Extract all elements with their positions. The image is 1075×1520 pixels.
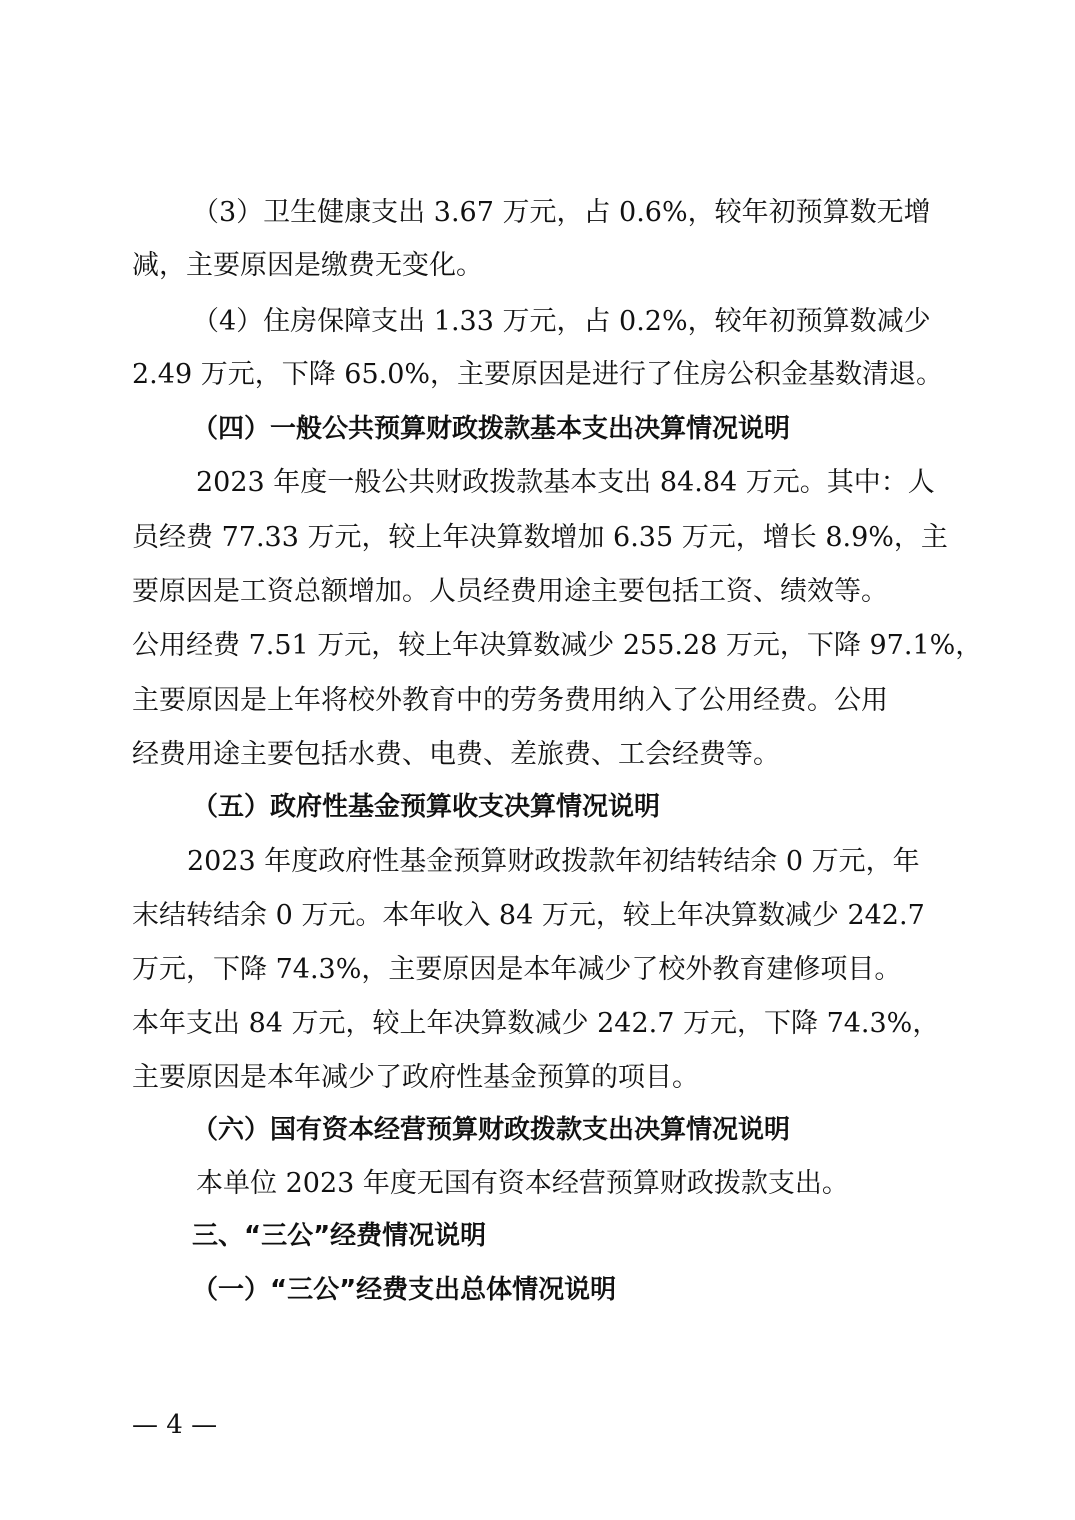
paragraph-government-fund-line-4: 本年支出 84 万元，较上年决算数减少 242.7 万元，下降 74.3%， — [132, 1008, 940, 1039]
paragraph-basic-expenditure-line-1: 2023 年度一般公共财政拨款基本支出 84.84 万元。其中：人 — [196, 467, 935, 498]
paragraph-housing-spending-line-1: （4）住房保障支出 1.33 万元，占 0.2%，较年初预算数减少 — [192, 306, 931, 337]
paragraph-government-fund-line-5: 主要原因是本年减少了政府性基金预算的项目。 — [132, 1062, 699, 1093]
paragraph-health-spending-line-2: 减，主要原因是缴费无变化。 — [132, 250, 483, 281]
section-heading-three-public-expenses: 三、“三公”经费情况说明 — [192, 1221, 487, 1251]
paragraph-basic-expenditure-line-3: 要原因是工资总额增加。人员经费用途主要包括工资、绩效等。 — [132, 576, 888, 607]
paragraph-basic-expenditure-line-6: 经费用途主要包括水费、电费、差旅费、工会经费等。 — [132, 739, 780, 770]
section-heading-state-capital: （六）国有资本经营预算财政拨款支出决算情况说明 — [192, 1115, 791, 1145]
paragraph-basic-expenditure-line-5: 主要原因是上年将校外教育中的劳务费用纳入了公用经费。公用 — [132, 685, 888, 716]
section-heading-three-public-overview: （一）“三公”经费支出总体情况说明 — [192, 1275, 617, 1305]
paragraph-health-spending-line-1: （3）卫生健康支出 3.67 万元，占 0.6%，较年初预算数无增 — [192, 197, 931, 228]
paragraph-basic-expenditure-line-4: 公用经费 7.51 万元，较上年决算数减少 255.28 万元，下降 97.1%， — [132, 630, 983, 661]
paragraph-basic-expenditure-line-2: 员经费 77.33 万元，较上年决算数增加 6.35 万元，增长 8.9%，主 — [132, 522, 948, 553]
paragraph-housing-spending-line-2: 2.49 万元，下降 65.0%，主要原因是进行了住房公积金基数清退。 — [132, 359, 944, 390]
page-number: — 4 — — [132, 1410, 218, 1440]
section-heading-basic-expenditure: （四）一般公共预算财政拨款基本支出决算情况说明 — [192, 414, 791, 444]
paragraph-government-fund-line-2: 末结转结余 0 万元。本年收入 84 万元，较上年决算数减少 242.7 — [132, 900, 925, 931]
paragraph-government-fund-line-1: 2023 年度政府性基金预算财政拨款年初结转结余 0 万元，年 — [187, 846, 920, 877]
section-heading-government-fund: （五）政府性基金预算收支决算情况说明 — [192, 792, 661, 822]
paragraph-state-capital: 本单位 2023 年度无国有资本经营预算财政拨款支出。 — [196, 1168, 849, 1199]
paragraph-government-fund-line-3: 万元，下降 74.3%，主要原因是本年减少了校外教育建修项目。 — [132, 954, 902, 985]
